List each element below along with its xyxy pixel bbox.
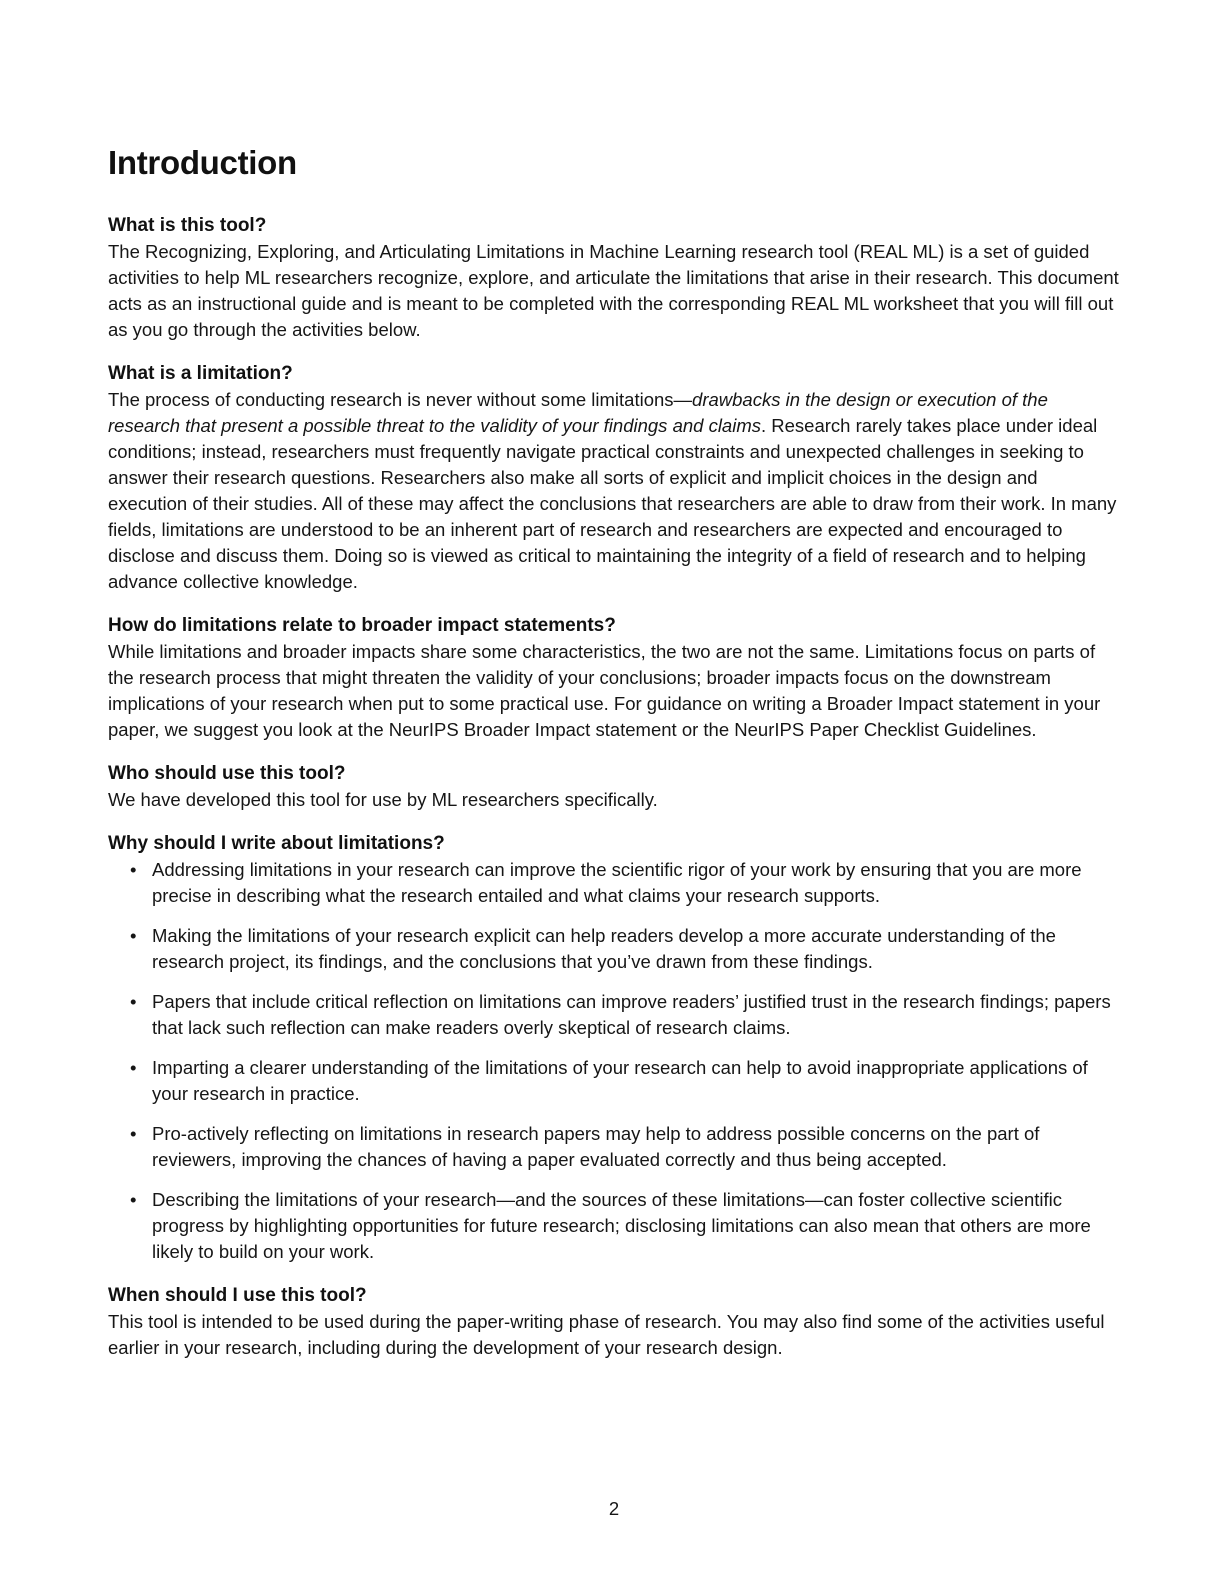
section-paragraph [108,387,1120,595]
list-item: • Pro-actively reflecting on limitations in research papers may help to address possible concerns on the part of reviewers, improving the chances of having a paper evaluated correctly and thus being accepted. [108,1121,1120,1173]
list-item: • Addressing limitations in your research can improve the scientific rigor of your work by ensuring that you are more precise in describing what the research entailed and what claims your research supports. [108,857,1120,909]
page-title: Introduction [108,144,297,181]
paragraph-text: . Research rarely takes place under ideal conditions; instead, researchers must frequently navigate practical constraints and unexpected challenges in seeking to answer their research questions. Researchers also make all sorts of explicit and implicit choices in the design and execution of their studies. All of these may affect the conclusions that researchers are able to draw from their work. In many fields, limitations are understood to be an inherent part of research and researchers are expected and encouraged to disclose and discuss them. Doing so is viewed as critical to maintaining the integrity of a field of research and to helping advance collective knowledge. [108,415,1117,592]
section-heading: Who should use this tool? [108,763,346,784]
section-paragraph: We have developed this tool for use by ML researchers specifically. [108,789,658,810]
section-paragraph: The Recognizing, Exploring, and Articulating Limitations in Machine Learning research tool (REAL ML) is a set of guided activities to help ML researchers recognize, explore, and articulate the limitations that arise in their research. This document acts as an instructional guide and is meant to be completed with the corresponding REAL ML worksheet that you will fill out as you go through the activities below. [108,241,1119,340]
section-heading: How do limitations relate to broader impact statements? [108,615,616,636]
section-broader-impact-statements [108,613,1120,743]
list-item: • Describing the limitations of your research—and the sources of these limitations—can foster collective scientific progress by highlighting opportunities for future research; disclosing limitations can also mean that others are more likely to build on your work. [108,1187,1120,1265]
document-content [108,143,1120,1379]
paragraph-text: The process of conducting research is never without some limitations— [108,389,693,410]
list-item: • Imparting a clearer understanding of the limitations of your research can help to avoid inappropriate applications of your research in practice. [108,1055,1120,1107]
section-who-should-use [108,761,1120,813]
section-heading: What is a limitation? [108,363,293,384]
section-paragraph: While limitations and broader impacts share some characteristics, the two are not the same. Limitations focus on parts of the research process that might threaten the validity of your conclusions; broader impacts focus on the downstream implications of your research when put to some practical use. For guidance on writing a Broader Impact statement in your paper, we suggest you look at the NeurIPS Broader Impact statement or the NeurIPS Paper Checklist Guidelines. [108,641,1101,740]
paragraph-italic-text: drawbacks in the design or execution of the research that present a possible threat to the validity of your findings and claims [108,389,1048,436]
list-item: • Making the limitations of your research explicit can help readers develop a more accurate understanding of the research project, its findings, and the conclusions that you’ve drawn from these findings. [108,923,1120,975]
section-heading: Why should I write about limitations? [108,833,445,854]
section-when-should-use [108,1283,1120,1361]
benefits-list [108,857,1120,1265]
section-what-is-a-limitation [108,361,1120,595]
page-number: 2 [608,1498,620,1519]
section-why-write-about-limitations [108,831,1120,1265]
section-what-is-this-tool [108,213,1120,343]
section-heading: When should I use this tool? [108,1285,367,1306]
page-footer [108,1496,1120,1522]
list-item: • Papers that include critical reflection on limitations can improve readers’ justified trust in the research findings; papers that lack such reflection can make readers overly skeptical of research claims. [108,989,1120,1041]
section-heading: What is this tool? [108,215,267,236]
section-paragraph: This tool is intended to be used during the paper-writing phase of research. You may also find some of the activities useful earlier in your research, including during the development of your research design. [108,1311,1105,1358]
